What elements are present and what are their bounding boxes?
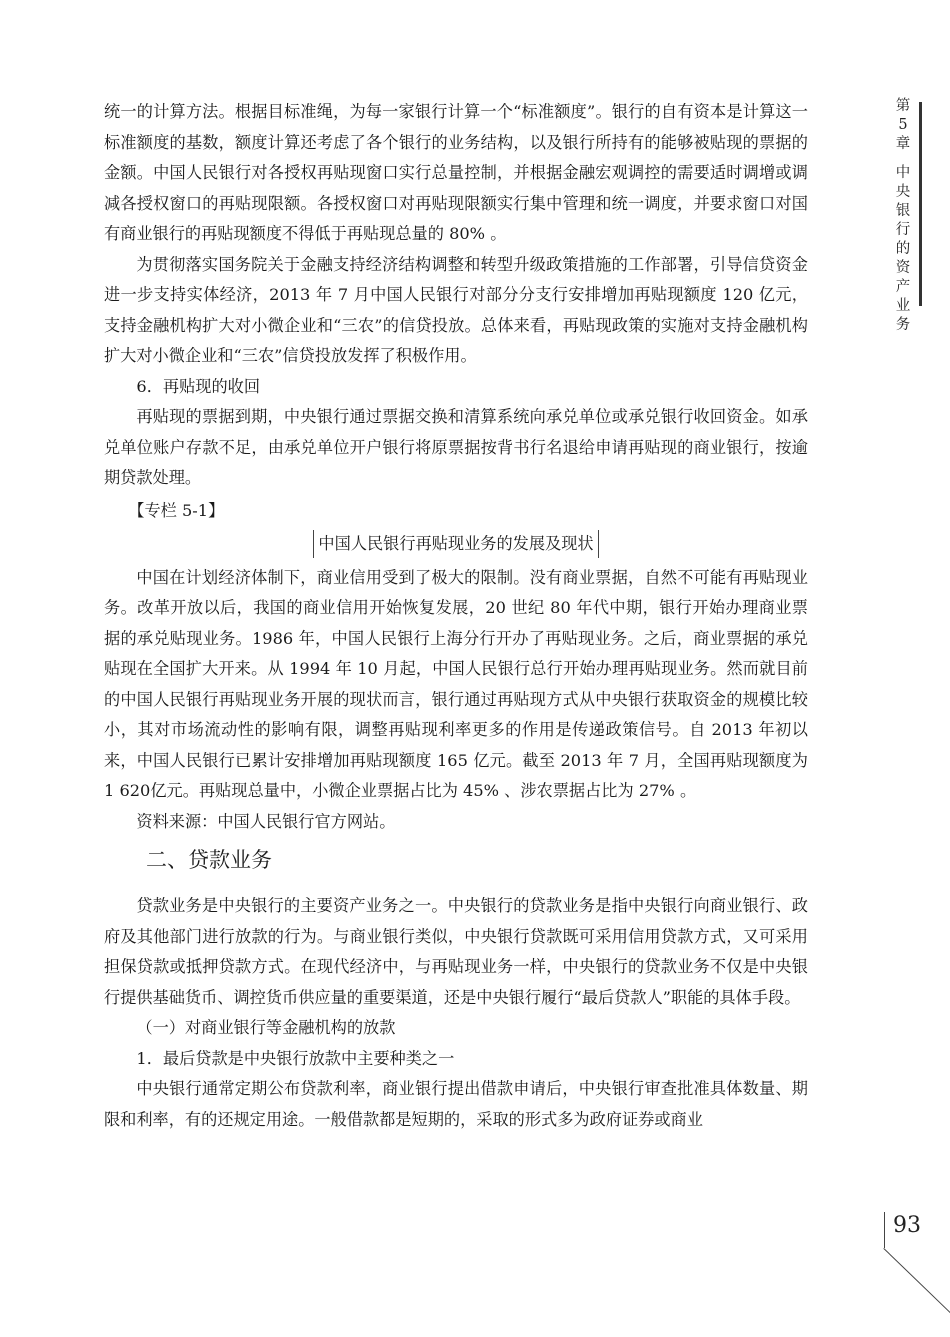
paragraph-continued: 统一的计算方法。根据目标准绳，为每一家银行计算一个“标准额度”。银行的自有资本是计算这一标准额度的基数，额度计算还考虑了各个银行的业务结构，以及银行所持有的能够被贴现的票据的金额。中国人民银行对各授权再贴现窗口实行总量控制，并根据金融宏观调控的需要适时调增或调减各授权窗口的再贴现限额。各授权窗口对再贴现限额实行集中管理和统一调度，并要求窗口对国有商业银行的再贴现额度不得低于再贴现总量的 80% 。 bbox=[104, 102, 808, 243]
box-paragraph: 中国在计划经济体制下，商业信用受到了极大的限制。没有商业票据，自然不可能有再贴现业务。改革开放以后，我国的商业信用开始恢复发展，20 世纪 80 年代中期，银行开始办理商业票据的承兑贴现业务。1986 年，中国人民银行上海分行开办了再贴现业务。之后，商业票据的承兑贴现在全国扩大开来。从 1994 年 10 月起，中国人民银行总行开始办理再贴现业务。然而就目前的中国人民银行再贴现业务开展的现状而言，银行通过再贴现方式从中央银行获取资金的规模比较小，其对市场流动性的影响有限，调整再贴现利率更多的作用是传递政策信号。自 2013 年初以来，中国人民银行已累计安排增加再贴现额度 165 亿元。截至 2013 年 7 月，全国再贴现额度为 1 620亿元。再贴现总量中，小微企业票据占比为 45% 、涉农票据占比为 27% 。 bbox=[104, 567, 808, 800]
chapter-title-char: 央 bbox=[895, 184, 911, 200]
main-text bbox=[104, 97, 808, 1135]
chapter-title-char: 银 bbox=[895, 203, 911, 219]
chapter-char: 5 bbox=[898, 117, 908, 133]
page-corner-line bbox=[884, 1212, 885, 1248]
chapter-title-char: 务 bbox=[895, 317, 911, 333]
chapter-rule bbox=[919, 102, 922, 306]
paragraph-policy: 为贯彻落实国务院关于金融支持经济结构调整和转型升级政策措施的工作部署，引导信贷资金进一步支持实体经济，2013 年 7 月中国人民银行对部分分支行安排增加再贴现额度 120 亿元，支持金融机构扩大对小微企业和“三农”的信贷投放。总体来看，再贴现政策的实施对支持金融机构扩大对小微企业和“三农”信贷投放发挥了积极作用。 bbox=[104, 254, 808, 365]
chapter-title-char: 业 bbox=[895, 298, 911, 314]
box-source: 资料来源：中国人民银行官方网站。 bbox=[136, 811, 396, 831]
paragraph-loan-terms: 中央银行通常定期公布贷款利率，商业银行提出借款申请后，中央银行审查批准具体数量、期限和利率，有的还规定用途。一般借款都是短期的，采取的形式多为政府证券或商业 bbox=[104, 1079, 808, 1129]
section-title: 二、贷款业务 bbox=[146, 848, 272, 872]
page-number: 93 bbox=[893, 1213, 921, 1238]
chapter-title-char: 行 bbox=[895, 222, 911, 238]
chapter-title-char: 的 bbox=[895, 241, 911, 257]
subheading-recall: 6．再贴现的收回 bbox=[136, 376, 261, 396]
chapter-title-char: 中 bbox=[895, 165, 911, 181]
box-title: 中国人民银行再贴现业务的发展及现状 bbox=[313, 530, 598, 558]
subsection-title: （一）对商业银行等金融机构的放款 bbox=[136, 1018, 396, 1037]
chapter-side-label bbox=[890, 97, 916, 335]
subheading-loan-1: 1．最后贷款是中央银行放款中主要种类之一 bbox=[136, 1048, 455, 1068]
chapter-char: 章 bbox=[895, 136, 911, 152]
paragraph-loans: 贷款业务是中央银行的主要资产业务之一。中央银行的贷款业务是指中央银行向商业银行、政府及其他部门进行放款的行为。与商业银行类似，中央银行贷款既可采用信用贷款方式，又可采用担保贷款或抵押贷款方式。在现代经济中，与再贴现业务一样，中央银行的贷款业务不仅是中央银行提供基础货币、调控货币供应量的重要渠道，还是中央银行履行“最后贷款人”职能的具体手段。 bbox=[104, 896, 808, 1007]
chapter-char: 第 bbox=[895, 98, 911, 114]
box-title-row bbox=[104, 529, 808, 560]
box-label: 【专栏 5-1】 bbox=[128, 500, 225, 520]
chapter-title-char: 产 bbox=[895, 279, 911, 295]
paragraph-recall: 再贴现的票据到期，中央银行通过票据交换和清算系统向承兑单位或承兑银行收回资金。如承兑单位账户存款不足，由承兑单位开户银行将原票据按背书行名退给申请再贴现的商业银行，按逾期贷款处理。 bbox=[104, 407, 808, 487]
chapter-title-char: 资 bbox=[895, 260, 911, 276]
page-corner-diagonal bbox=[883, 1248, 950, 1317]
